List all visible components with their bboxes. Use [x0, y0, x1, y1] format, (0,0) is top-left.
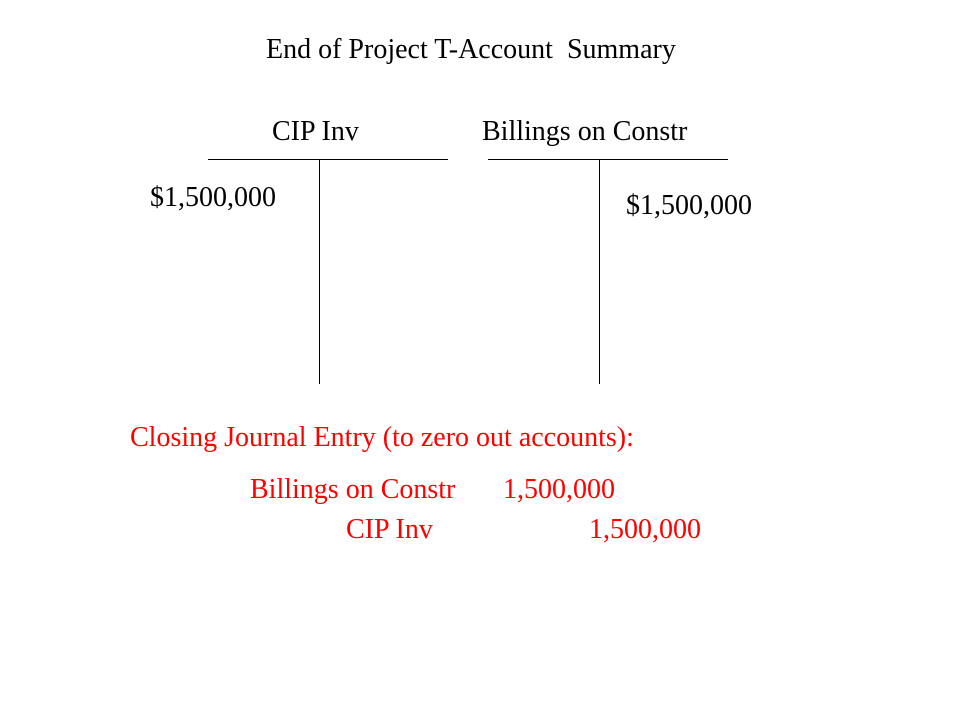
t-account-cip-inv-center-rule	[319, 159, 320, 384]
closing-entry-debit-amount: 1,500,000	[503, 474, 615, 505]
closing-entry-credit-amount: 1,500,000	[589, 514, 701, 545]
t-account-cip-inv-top-rule	[208, 159, 448, 160]
closing-entry-credit-account: CIP Inv	[346, 514, 433, 545]
t-account-cip-inv-label: CIP Inv	[272, 116, 359, 147]
t-account-billings-label: Billings on Constr	[482, 116, 688, 147]
closing-entry-heading: Closing Journal Entry (to zero out accounts):	[130, 422, 634, 453]
closing-entry-debit-account: Billings on Constr	[250, 474, 456, 505]
t-account-cip-inv-debit-balance: $1,500,000	[150, 182, 276, 213]
t-account-billings-center-rule	[599, 159, 600, 384]
t-account-billings-credit-balance: $1,500,000	[626, 190, 752, 221]
page-title: End of Project T-Account Summary	[266, 34, 676, 65]
t-account-billings-top-rule	[488, 159, 728, 160]
